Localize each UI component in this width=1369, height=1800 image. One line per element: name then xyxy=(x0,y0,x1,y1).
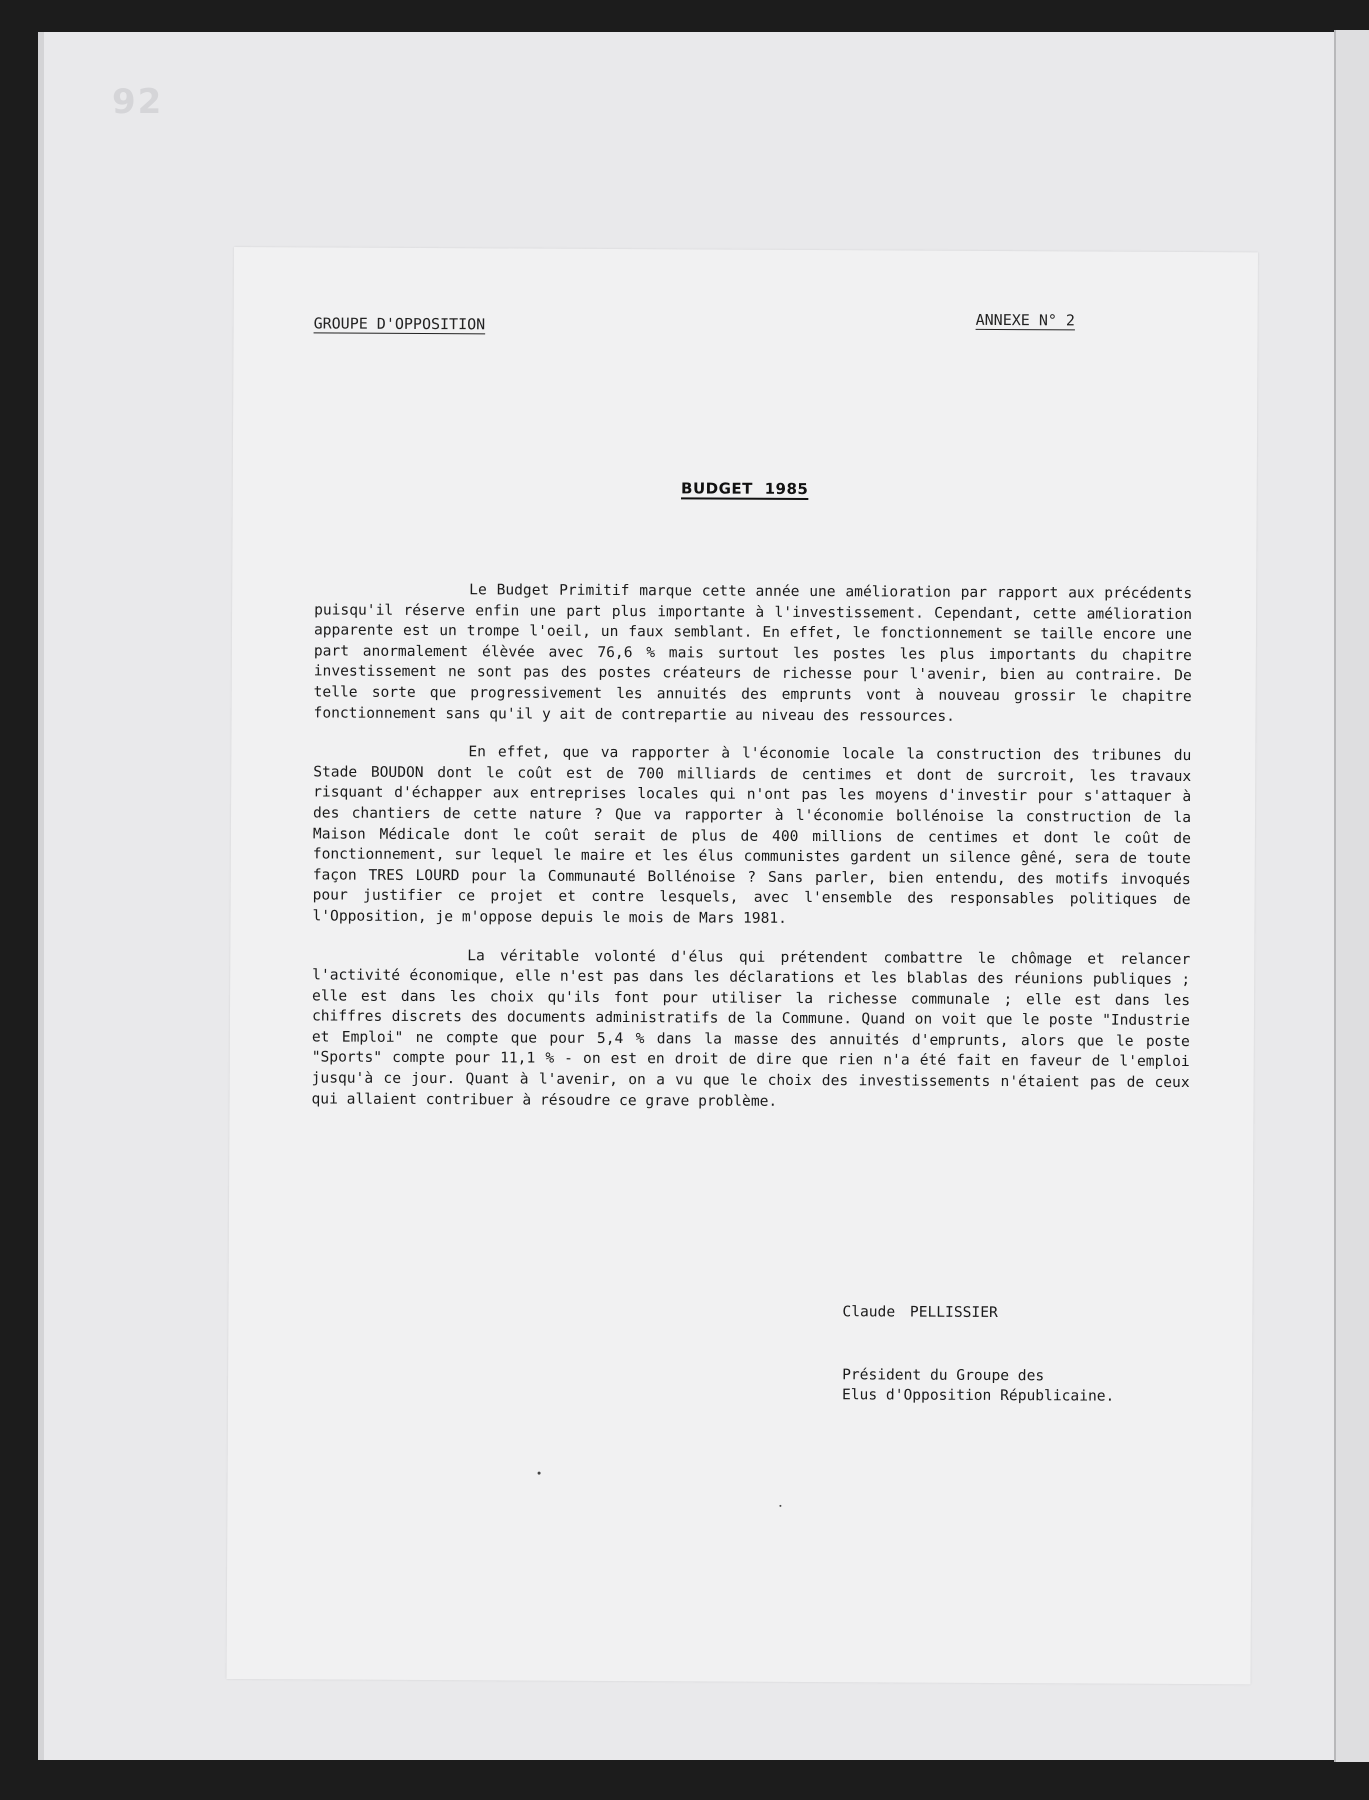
paragraph-1: Le Budget Primitif marque cette année une amélioration par rapport aux précédents puisqu'il réserve enfin une part plus importante à l'investissement. Cependant, cette amélioration apparente est un trompe l'oeil, un faux semblant. En effet, le fonctionnement se taille encore une part anormalement élèvée avec 76,6 % mais surtout les postes les plus importants du chapitre investissement ne sont pas des postes créateurs de richesse pour l'avenir, bien au contraire. De telle sorte que progressivement les annuités des emprunts vont à nouveau grossir le chapitre fonctionnement sans qu'il y ait de contrepartie au niveau des ressources. xyxy=(313,581,1193,725)
signatory-title-line-1: Président du Groupe des xyxy=(842,1365,1045,1384)
document-body xyxy=(311,579,1192,1132)
paper-speck xyxy=(538,1472,541,1475)
signatory-name: Claude PELLISSIER xyxy=(842,1303,998,1322)
page-number-ghost: 92 xyxy=(112,82,164,122)
document-title-text: BUDGET 1985 xyxy=(681,479,809,499)
album-binding-edge xyxy=(1334,30,1369,1762)
signature-block xyxy=(842,1302,1115,1407)
annex-label: ANNEXE N° 2 xyxy=(975,310,1076,330)
paragraph-3: La véritable volonté d'élus qui prétendent combattre le chômage et relancer l'activité économique, elle n'est pas dans les déclarations et les blablas des réunions publiques ; elle est dans les choix qu'ils font pour utiliser la richesse communale ; elle est dans les chiffres discrets des documents administratifs de la Commune. Quand on voit que le poste "Industrie et Emploi" ne compte que pour 5,4 % dans la masse des annuités d'emprunts, alors que le poste "Sports" compte pour 11,1 % - on est en droit de dire que rien n'a été fait en faveur de l'emploi jusqu'à ce jour. Quant à l'avenir, on a vu que le choix des investissements n'étaient pas de ceux qui allaient contribuer à résoudre ce grave problème. xyxy=(311,946,1191,1110)
paragraph-2: En effet, que va rapporter à l'économie locale la construction des tribunes du Stade BOUDON dont le coût est de 700 milliards de centimes et dont de surcroit, les travaux risquant d'échapper aux entreprises locales qui n'ont pas les moyens d'investir pour s'attaquer à des chantiers de cette nature ? Que va rapporter à l'économie bollénoise la construction de la Maison Médicale dont le coût serait de plus de 400 millions de centimes et dont le coût de fonctionnement, sur lequel le maire et les élus communistes gardent un silence gêné, sera de toute façon TRES LOURD pour la Communauté Bollénoise ? Sans parler, bien entendu, des motifs invoqués pour justifier ce projet et contre lesquels, avec l'ensemble des responsables politiques de l'Opposition, je m'oppose depuis le mois de Mars 1981. xyxy=(312,743,1192,927)
group-label: GROUPE D'OPPOSITION xyxy=(313,314,486,334)
paper-speck xyxy=(779,1505,781,1507)
signatory-title-line-2: Elus d'Opposition Républicaine. xyxy=(841,1386,1115,1405)
document-title xyxy=(233,477,1257,500)
document-sheet xyxy=(227,247,1258,1684)
album-page xyxy=(38,32,1334,1760)
signatory-title xyxy=(842,1365,1115,1408)
